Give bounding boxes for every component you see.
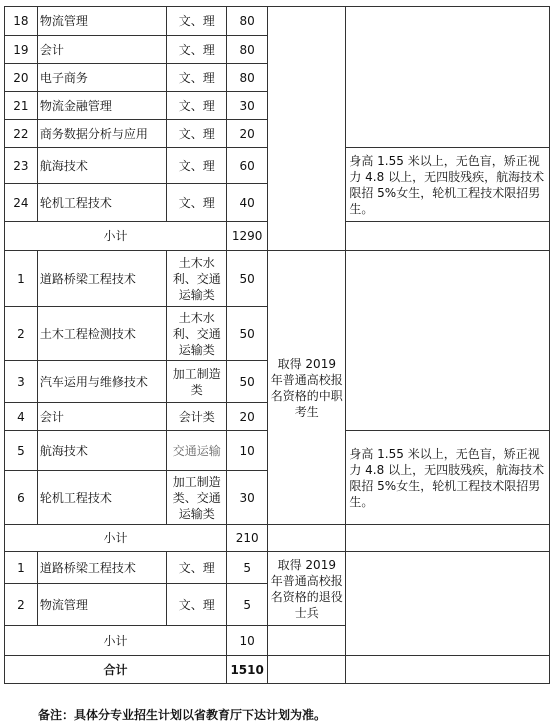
plan-count: 5: [227, 584, 268, 626]
table-row: [5, 7, 550, 36]
subtotal-label: 小计: [5, 525, 227, 552]
subject-category: 会计类: [167, 403, 227, 431]
table-row: [5, 251, 550, 307]
subtotal-value: 10: [227, 626, 268, 656]
subject-category: 交通运输: [167, 431, 227, 471]
requirement-cell: [268, 525, 346, 552]
major-name: 商务数据分析与应用: [37, 120, 167, 148]
subject-category: 土木水利、交通运输类: [167, 307, 227, 361]
row-number: 18: [5, 7, 38, 36]
row-number: 1: [5, 552, 38, 584]
row-number: 23: [5, 148, 38, 184]
subject-category: 文、理: [167, 120, 227, 148]
major-name: 轮机工程技术: [37, 471, 167, 525]
enrollment-plan-table: [4, 6, 550, 684]
row-number: 4: [5, 403, 38, 431]
remark-cell-empty: [346, 656, 550, 684]
plan-count: 5: [227, 552, 268, 584]
major-name: 土木工程检测技术: [37, 307, 167, 361]
major-name: 会计: [37, 36, 167, 64]
table-row: [5, 552, 550, 584]
subtotal-value: 1290: [227, 222, 268, 251]
subject-category: 文、理: [167, 64, 227, 92]
row-number: 1: [5, 251, 38, 307]
major-name: 航海技术: [37, 431, 167, 471]
subject-category: 文、理: [167, 552, 227, 584]
total-value: 1510: [227, 656, 268, 684]
major-name: 物流金融管理: [37, 92, 167, 120]
plan-count: 50: [227, 251, 268, 307]
plan-count: 80: [227, 7, 268, 36]
subject-category: 文、理: [167, 36, 227, 64]
remark-cell-empty: [346, 222, 550, 251]
major-name: 物流管理: [37, 584, 167, 626]
remark-cell-empty: [346, 552, 550, 656]
subtotal-label: 小计: [5, 626, 227, 656]
plan-count: 80: [227, 36, 268, 64]
major-name: 汽车运用与维修技术: [37, 361, 167, 403]
remark-text: 身高 1.55 米以上，无色盲，矫正视力 4.8 以上，无四肢残疾，航海技术限招 5%女生，轮机工程技术限招男生。: [346, 431, 550, 525]
major-name: 道路桥梁工程技术: [37, 251, 167, 307]
subtotal-label: 小计: [5, 222, 227, 251]
subject-category: 文、理: [167, 184, 227, 222]
remark-text: 身高 1.55 米以上，无色盲，矫正视力 4.8 以上，无四肢残疾，航海技术限招 5%女生，轮机工程技术限招男生。: [346, 148, 550, 222]
subject-category: 文、理: [167, 7, 227, 36]
row-number: 21: [5, 92, 38, 120]
major-name: 会计: [37, 403, 167, 431]
plan-count: 40: [227, 184, 268, 222]
subtotal-row: [5, 525, 550, 552]
subject-category: 文、理: [167, 148, 227, 184]
subject-category: 文、理: [167, 92, 227, 120]
row-number: 19: [5, 36, 38, 64]
major-name: 轮机工程技术: [37, 184, 167, 222]
remark-cell-empty: [346, 525, 550, 552]
footnote: 备注：具体分专业招生计划以省教育厅下达计划为准。: [38, 708, 327, 722]
plan-count: 30: [227, 92, 268, 120]
row-number: 2: [5, 584, 38, 626]
requirement-text: 取得 2019 年普通高校报名资格的中职考生: [268, 251, 346, 525]
subject-category: 文、理: [167, 584, 227, 626]
major-name: 电子商务: [37, 64, 167, 92]
row-number: 2: [5, 307, 38, 361]
requirement-text: 取得 2019 年普通高校报名资格的退役士兵: [268, 552, 346, 626]
row-number: 20: [5, 64, 38, 92]
row-number: 22: [5, 120, 38, 148]
plan-count: 10: [227, 431, 268, 471]
plan-count: 20: [227, 403, 268, 431]
row-number: 3: [5, 361, 38, 403]
plan-count: 20: [227, 120, 268, 148]
subject-category: 加工制造类、交通运输类: [167, 471, 227, 525]
major-name: 航海技术: [37, 148, 167, 184]
row-number: 5: [5, 431, 38, 471]
plan-count: 50: [227, 361, 268, 403]
plan-count: 80: [227, 64, 268, 92]
requirement-cell: [268, 7, 346, 251]
plan-count: 30: [227, 471, 268, 525]
major-name: 物流管理: [37, 7, 167, 36]
subtotal-value: 210: [227, 525, 268, 552]
subject-category: 土木水利、交通运输类: [167, 251, 227, 307]
total-row: [5, 656, 550, 684]
row-number: 24: [5, 184, 38, 222]
plan-count: 50: [227, 307, 268, 361]
total-label: 合计: [5, 656, 227, 684]
subject-category: 加工制造类: [167, 361, 227, 403]
requirement-cell: [268, 626, 346, 656]
row-number: 6: [5, 471, 38, 525]
major-name: 道路桥梁工程技术: [37, 552, 167, 584]
plan-count: 60: [227, 148, 268, 184]
remark-cell-empty: [346, 7, 550, 148]
remark-cell-empty: [346, 251, 550, 431]
requirement-cell: [268, 656, 346, 684]
